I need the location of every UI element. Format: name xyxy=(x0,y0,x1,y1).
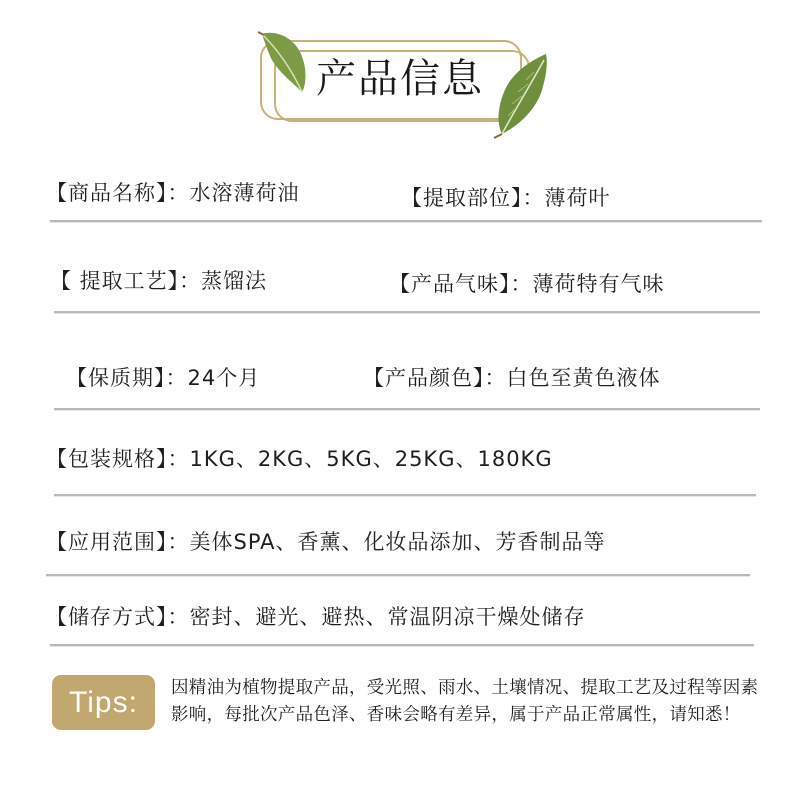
storage-text: 【储存方式】：密封、避光、避热、常温阴凉干燥处储存 xyxy=(46,605,586,629)
separator-5 xyxy=(46,574,750,577)
tips-badge: Tips: xyxy=(52,675,155,730)
shelf-life-text: 【保质期】：24个月 xyxy=(66,366,261,390)
package-text: 【包装规格】：1KG、2KG、5KG、25KG、180KG xyxy=(46,447,553,471)
separator-4 xyxy=(54,494,756,497)
separator-3 xyxy=(54,408,760,411)
tips-text: 因精油为植物提取产品，受光照、雨水、土壤情况、提取工艺及过程等因素影响，每批次产品色泽、香味会略有差异，属于产品正常属性，请知悉！ xyxy=(171,678,759,725)
separator-1 xyxy=(50,220,762,223)
separator-6 xyxy=(50,644,754,647)
extract-part-text: 【提取部位】：薄荷叶 xyxy=(401,186,611,210)
separator-2 xyxy=(54,311,760,314)
process-text: 【 提取工艺】：蒸馏法 xyxy=(50,269,268,293)
product-name-text: 【商品名称】：水溶薄荷油 xyxy=(46,181,300,205)
color-text: 【产品颜色】：白色至黄色液体 xyxy=(363,366,661,390)
page-title: 产品信息 xyxy=(316,56,484,102)
application-text: 【应用范围】：美体SPA、香薰、化妆品添加、芳香制品等 xyxy=(46,530,606,554)
leaf-icon-right xyxy=(488,50,554,140)
leaf-icon-left xyxy=(256,26,316,96)
scent-text: 【产品气味】：薄荷特有气味 xyxy=(389,272,665,296)
